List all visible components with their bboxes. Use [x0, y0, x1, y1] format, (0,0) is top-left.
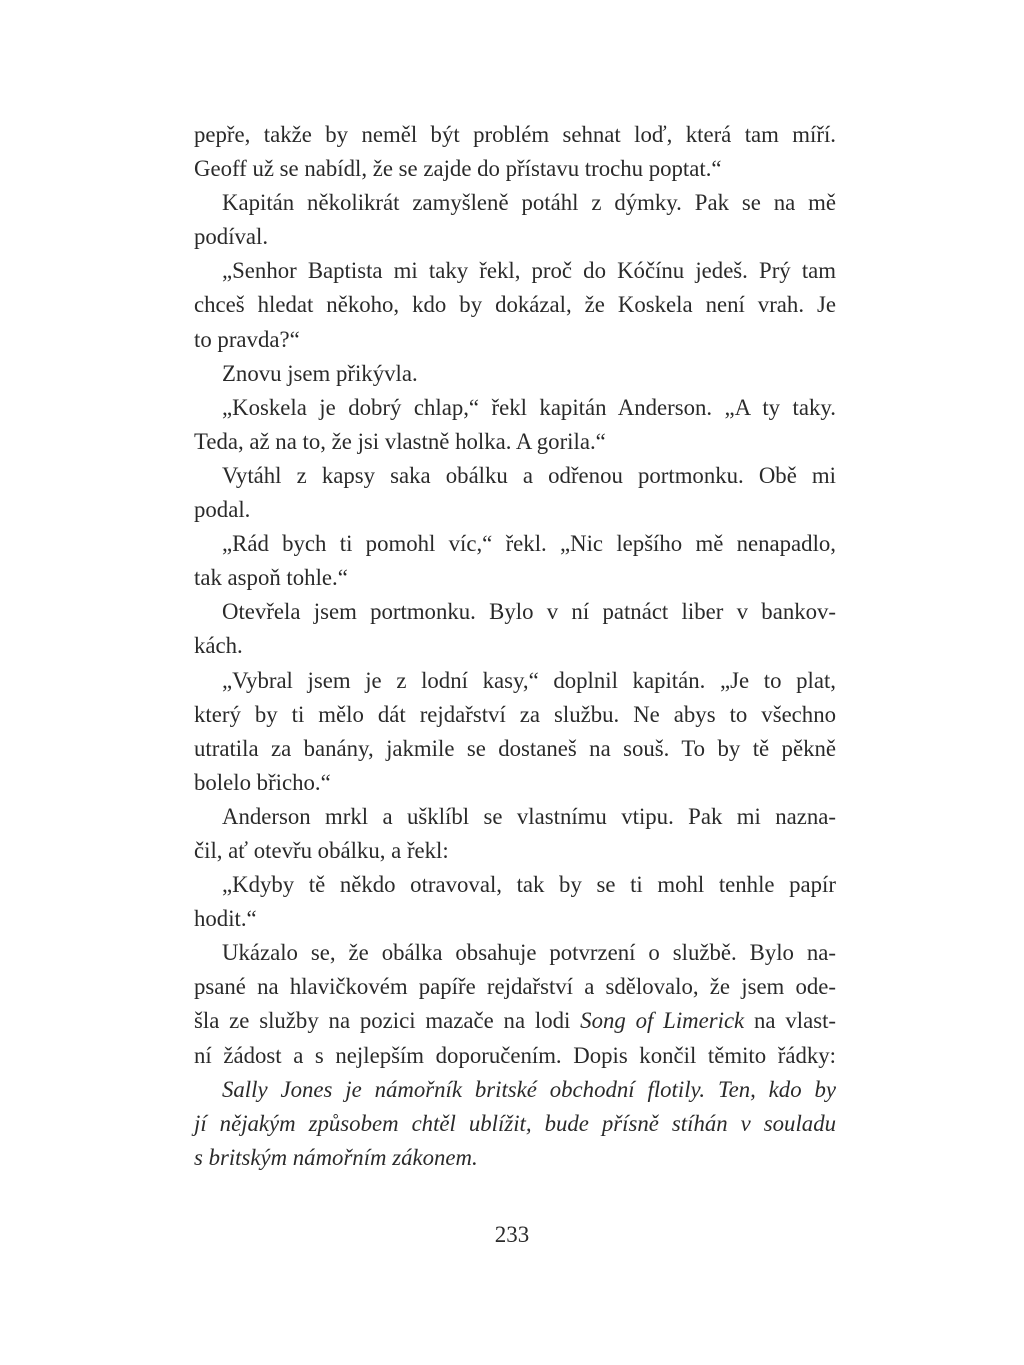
text-line: tak aspoň tohle.“ [194, 565, 348, 591]
text-line: „Kdyby tě někdo otravoval, tak by se ti mohl tenhle papír [222, 872, 836, 898]
text-line: ní žádost a s nejlepším doporučením. Dopis končil těmito řádky: [194, 1042, 836, 1068]
text-line: Znovu jsem přikývla. [222, 360, 418, 386]
text-line: čil, ať otevřu obálku, a řekl: [194, 837, 449, 863]
page-number: 233 [494, 1222, 530, 1247]
text-line: Otevřela jsem portmonku. Bylo v ní patnáct liber v bankov- [222, 599, 836, 625]
text-line: kách. [194, 633, 243, 659]
text-line: s britským námořním zákonem. [194, 1144, 478, 1170]
text-line: Ukázalo se, že obálka obsahuje potvrzení o službě. Bylo na- [222, 940, 836, 966]
text-line: podal. [194, 497, 251, 523]
text-line: Teda, až na to, že jsi vlastně holka. A gorila.“ [194, 428, 606, 454]
text-line: „Senhor Baptista mi taky řekl, proč do Kóčínu jedeš. Prý tam [222, 258, 836, 284]
text-line: „Vybral jsem je z lodní kasy,“ doplnil kapitán. „Je to plat, [222, 667, 836, 693]
text-line: Kapitán několikrát zamyšleně potáhl z dýmky. Pak se na mě [222, 190, 836, 216]
text-line: psané na hlavičkovém papíře rejdařství a sdělovalo, že jsem ode- [194, 974, 836, 1000]
text-line: „Koskela je dobrý chlap,“ řekl kapitán Anderson. „A ty taky. [222, 394, 836, 420]
text-line: Anderson mrkl a ušklíbl se vlastnímu vtipu. Pak mi nazna- [222, 803, 836, 829]
text-line: který by ti mělo dát rejdařství za službu. Ne abys to všechno [194, 701, 836, 727]
text-line: jí nějakým způsobem chtěl ublížit, bude přísně stíhán v souladu [194, 1110, 836, 1136]
text-line: bolelo břicho.“ [194, 769, 331, 795]
text-line: podíval. [194, 224, 269, 250]
text-line: to pravda?“ [194, 326, 300, 352]
text-line: utratila za banány, jakmile se dostaneš na souš. To by tě pěkně [194, 735, 836, 761]
text-line: šla ze služby na pozici mazače na lodi Song of Limerick na vlast- [194, 1008, 836, 1034]
text-line: Geoff už se nabídl, že se zajde do přístavu trochu poptat.“ [194, 156, 722, 182]
text-line: Sally Jones je námořník britské obchodní flotily. Ten, kdo by [222, 1076, 836, 1102]
body-text [194, 118, 836, 1175]
text-line: „Rád bych ti pomohl víc,“ řekl. „Nic lepšího mě nenapadlo, [222, 531, 836, 557]
text-line: chceš hledat někoho, kdo by dokázal, že Koskela není vrah. Je [194, 292, 836, 318]
text-line: pepře, takže by neměl být problém sehnat loď, která tam míří. [194, 122, 836, 147]
text-line: Vytáhl z kapsy saka obálku a odřenou portmonku. Obě mi [222, 462, 836, 488]
text-line: hodit.“ [194, 906, 257, 932]
ship-name: Song of Limerick [580, 1008, 745, 1034]
